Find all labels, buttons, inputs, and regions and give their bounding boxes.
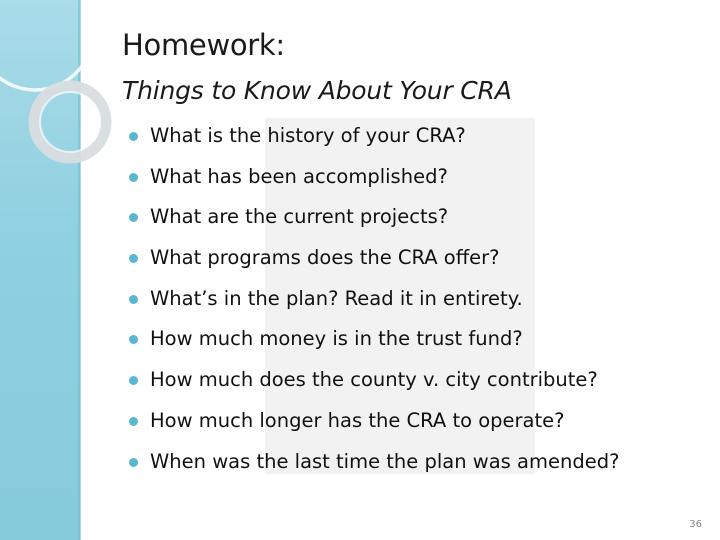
bullet-item xyxy=(128,161,698,202)
bullet-dot-icon xyxy=(129,376,138,385)
decorative-ring-gray xyxy=(34,86,106,158)
bullet-item xyxy=(128,242,698,283)
bullet-item xyxy=(128,446,698,487)
bullet-text: How much money is in the trust fund? xyxy=(150,327,523,351)
bullet-text: What’s in the plan? Read it in entirety. xyxy=(150,286,523,310)
slide-title: Homework: xyxy=(122,28,285,62)
bullet-text: What has been accomplished? xyxy=(150,164,448,188)
bullet-dot-icon xyxy=(129,417,138,426)
slide-subtitle: Things to Know About Your CRA xyxy=(122,76,512,105)
bullet-item xyxy=(128,283,698,324)
bullet-text: How much does the county v. city contribute? xyxy=(150,368,598,392)
bullet-item xyxy=(128,323,698,364)
bullet-text: When was the last time the plan was amended? xyxy=(150,449,620,473)
bullet-item xyxy=(128,201,698,242)
bullet-dot-icon xyxy=(129,254,138,263)
bullet-dot-icon xyxy=(129,213,138,222)
bullet-text: What programs does the CRA offer? xyxy=(150,246,500,270)
bullet-list xyxy=(128,120,698,486)
bullet-text: What are the current projects? xyxy=(150,205,449,229)
bullet-text: How much longer has the CRA to operate? xyxy=(150,408,565,432)
decorative-ring-inner xyxy=(40,92,100,152)
bullet-item xyxy=(128,120,698,161)
slide-number: 36 xyxy=(689,519,702,530)
bullet-dot-icon xyxy=(129,173,138,182)
decorative-ring-large xyxy=(0,0,93,90)
bullet-dot-icon xyxy=(129,335,138,344)
bullet-item xyxy=(128,364,698,405)
bullet-dot-icon xyxy=(129,458,138,467)
bullet-text: What is the history of your CRA? xyxy=(150,124,466,147)
bullet-dot-icon xyxy=(129,295,138,304)
bullet-dot-icon xyxy=(129,132,138,141)
bullet-item xyxy=(128,405,698,446)
